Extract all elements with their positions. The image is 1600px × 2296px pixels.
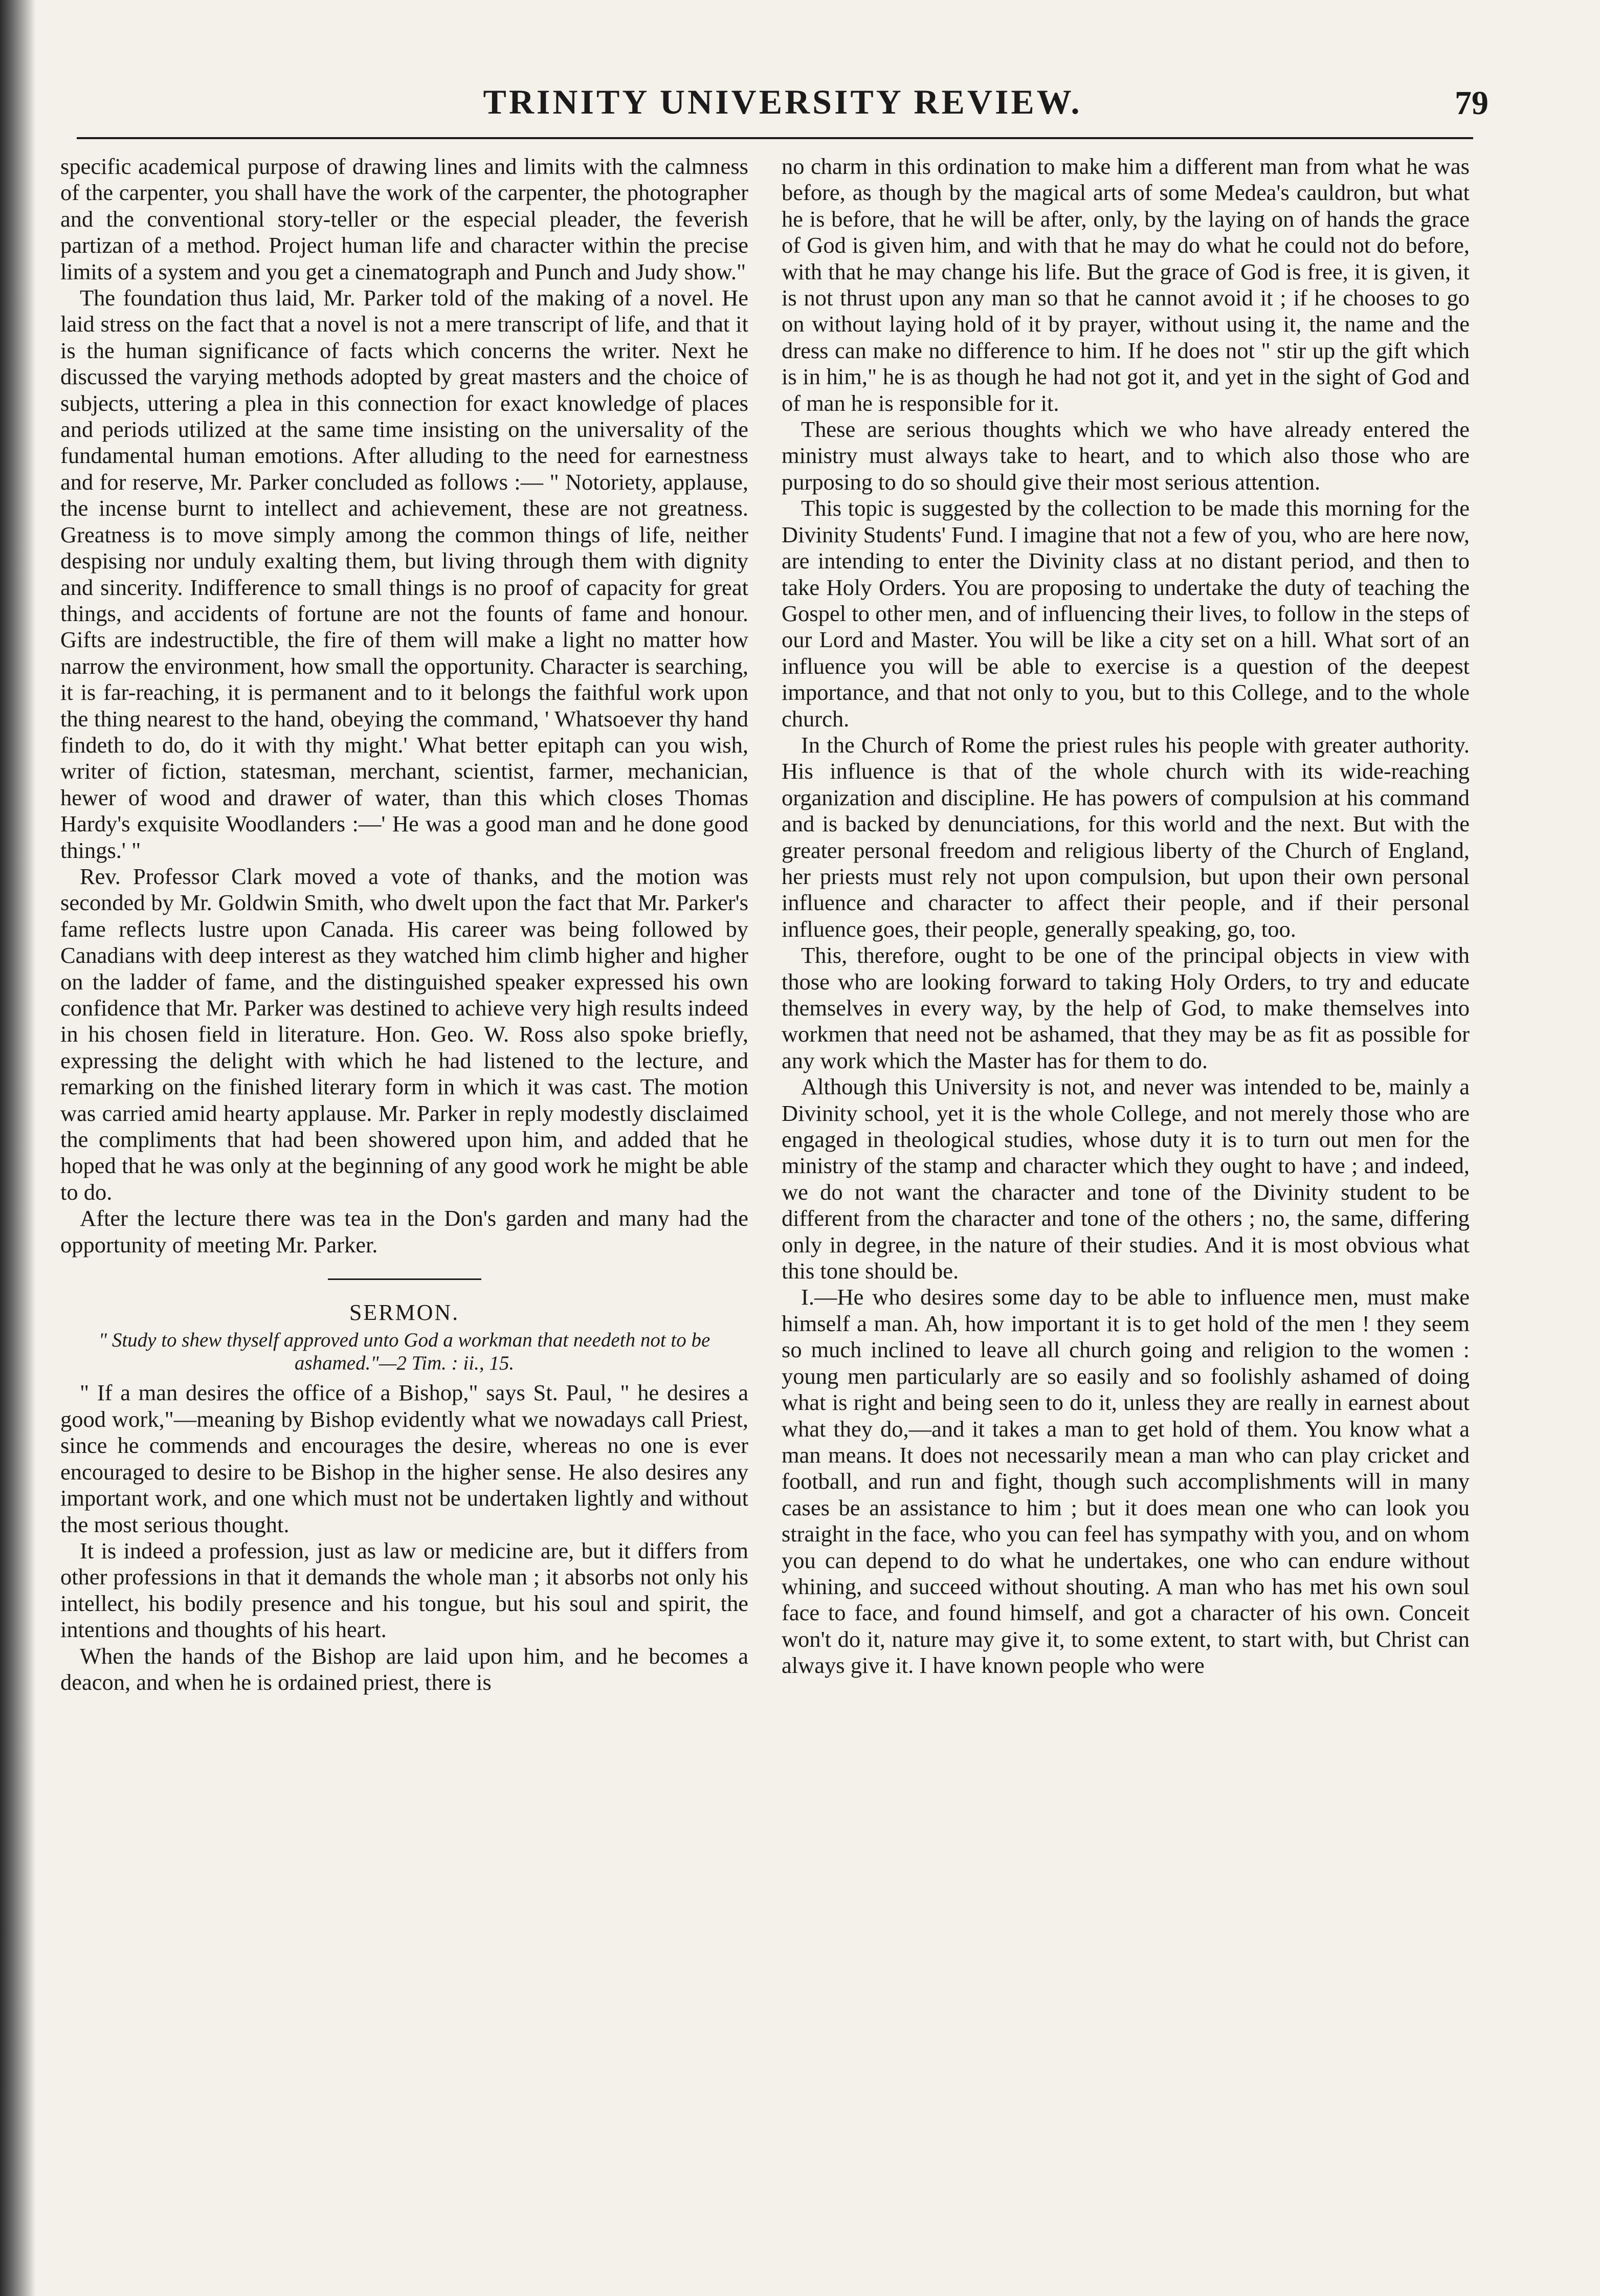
paragraph: The foundation thus laid, Mr. Parker told of the making of a novel. He laid stress on the fact that a novel is not a mere transcript of life, and that it is the human significance of facts which concerns the writer. Next he discussed the varying methods adopted by great masters and the choice of subjects, uttering a plea in this connection for exact knowledge of places and periods utilized at the same time insisting on the universality of the fundamental human emotions. After alluding to the need for earnestness and for reserve, Mr. Parker concluded as follows :— " Notoriety, applause, the incense burnt to intellect and achievement, these are not greatness. Greatness is to move simply among the common things of life, neither despising nor unduly exalting them, but living through them with dignity and sincerity. Indifference to small things is no proof of capacity for great things, and accidents of fortune are not the founts of fame and honour. Gifts are indestructible, the fire of them will make a light no matter how narrow the environment, how small the opportunity. Character is searching, it is far-reaching, it is permanent and to it belongs the faithful work upon the thing nearest to the hand, obeying the command, ' Whatsoever thy hand findeth to do, do it with thy might.' What better epitaph can you wish, writer of fiction, statesman, merchant, scientist, farmer, mechanician, hewer of wood and drawer of water, than this which closes Thomas Hardy's exquisite Woodlanders :—' He was a good man and he done good things.' " <box>60 285 748 863</box>
paragraph: I.—He who desires some day to be able to influence men, must make himself a man. Ah, how important it is to get hold of the men ! they seem so much inclined to leave all church going and religion to the women : young men particularly are so easily and so foolishly ashamed of doing what is right and being seen to do it, unless they are really in earnest about what they do,—and it takes a man to get hold of them. You know what a man means. It does not necessarily mean a man who can play cricket and football, and run and fight, though such accomplishments will in many cases be an assistance to him ; but it does mean one who can look you straight in the face, who you can feel has sympathy with you, and on whom you can depend to do what he undertakes, one who can endure without whining, and succeed without shouting. A man who has met his own soul face to face, and found himself, and got a character of his own. Conceit won't do it, nature may give it, to some extent, to start with, but Christ can always give it. I have known people who were <box>782 1284 1470 1679</box>
right-column <box>782 153 1470 1679</box>
section-divider <box>328 1278 481 1280</box>
paragraph: specific academical purpose of drawing lines and limits with the calmness of the carpenter, you shall have the work of the carpenter, the photographer and the conventional story-teller or the especial pleader, the feverish partizan of a method. Project human life and character within the precise limits of a system and you get a cinematograph and Punch and Judy show." <box>60 153 748 284</box>
scan-edge-shadow <box>0 0 36 2296</box>
paragraph: These are serious thoughts which we who have already entered the ministry must always take to heart, and to which also those who are purposing to do so should give their most serious attention. <box>782 416 1470 495</box>
left-column <box>60 153 748 1695</box>
paragraph: This topic is suggested by the collection to be made this morning for the Divinity Students' Fund. I imagine that not a few of you, who are here now, are intending to enter the Divinity class at no distant period, and then to take Holy Orders. You are proposing to undertake the duty of teaching the Gospel to other men, and of influencing their lives, to follow in the steps of our Lord and Master. You will be like a city set on a hill. What sort of an influence you will be able to exercise is a question of the deepest importance, and that not only to you, but to this College, and to the whole church. <box>782 495 1470 732</box>
epigraph: " Study to shew thyself approved unto God a workman that needeth not to be ashamed."—2 Tim. : ii., 15. <box>98 1329 710 1375</box>
running-head: TRINITY UNIVERSITY REVIEW. <box>483 82 1082 121</box>
paragraph: It is indeed a profession, just as law or medicine are, but it differs from other professions in that it demands the whole man ; it absorbs not only his intellect, his bodily presence and his tongue, but his soul and spirit, the intentions and thoughts of his heart. <box>60 1537 748 1643</box>
paragraph: Although this University is not, and never was intended to be, mainly a Divinity school, yet it is the whole College, and not merely those who are engaged in theological studies, whose duty it is to turn out men for the ministry of the stamp and character which they ought to have ; and indeed, we do not want the character and tone of the Divinity student to be different from the character and tone of the others ; no, the same, differing only in degree, in the nature of their studies. And it is most obvious what this tone should be. <box>782 1074 1470 1284</box>
paragraph: After the lecture there was tea in the Don's garden and many had the opportunity of meeting Mr. Parker. <box>60 1205 748 1257</box>
paragraph: no charm in this ordination to make him a different man from what he was before, as though by the magical arts of some Medea's cauldron, but what he is before, that he will be after, only, by the laying on of hands the grace of God is given him, and with that he may do what he could not do before, with that he may change his life. But the grace of God is free, it is given, it is not thrust upon any man so that he cannot avoid it ; if he chooses to go on without laying hold of it by prayer, without using it, the name and the dress can make no difference to him. If he does not " stir up the gift which is in him," he is as though he had not got it, and yet in the sight of God and of man he is responsible for it. <box>782 153 1470 416</box>
paragraph: " If a man desires the office of a Bishop," says St. Paul, " he desires a good work,"—meaning by Bishop evidently what we nowadays call Priest, since he commends and encourages the desire, whereas no one is ever encouraged to desire to be Bishop in the higher sense. He also desires any important work, and one which must not be undertaken lightly and without the most serious thought. <box>60 1380 748 1537</box>
paragraph: When the hands of the Bishop are laid upon him, and he becomes a deacon, and when he is ordained priest, there is <box>60 1643 748 1695</box>
page-number: 79 <box>1455 84 1488 122</box>
section-title-sermon: SERMON. <box>349 1300 460 1326</box>
paragraph: In the Church of Rome the priest rules his people with greater authority. His influence is that of the whole church with its wide-reaching organization and discipline. He has powers of compulsion at his command and is backed by denunciations, for this world and the next. But with the greater personal freedom and religious liberty of the Church of England, her priests must rely not upon compulsion, but upon their own personal influence and character to affect their people, and if their personal influence goes, their people, generally speaking, go, too. <box>782 732 1470 942</box>
paragraph: Rev. Professor Clark moved a vote of thanks, and the motion was seconded by Mr. Goldwin Smith, who dwelt upon the fact that Mr. Parker's fame reflects lustre upon Canada. His career was being followed by Canadians with deep interest as they watched him climb higher and higher on the ladder of fame, and the distinguished speaker expressed his own confidence that Mr. Parker was destined to achieve very high results indeed in his chosen field in literature. Hon. Geo. W. Ross also spoke briefly, expressing the delight with which he had listened to the lecture, and remarking on the finished literary form in which it was cast. The motion was carried amid hearty applause. Mr. Parker in reply modestly disclaimed the compliments that had been showered upon him, and added that he hoped that he was only at the beginning of any good work he might be able to do. <box>60 863 748 1205</box>
paragraph: This, therefore, ought to be one of the principal objects in view with those who are looking forward to taking Holy Orders, to try and educate themselves in every way, by the help of God, to make themselves into workmen that need not be ashamed, that they may be as fit as possible for any work which the Master has for them to do. <box>782 942 1470 1073</box>
header-rule <box>77 137 1473 139</box>
page-header <box>92 77 1488 138</box>
